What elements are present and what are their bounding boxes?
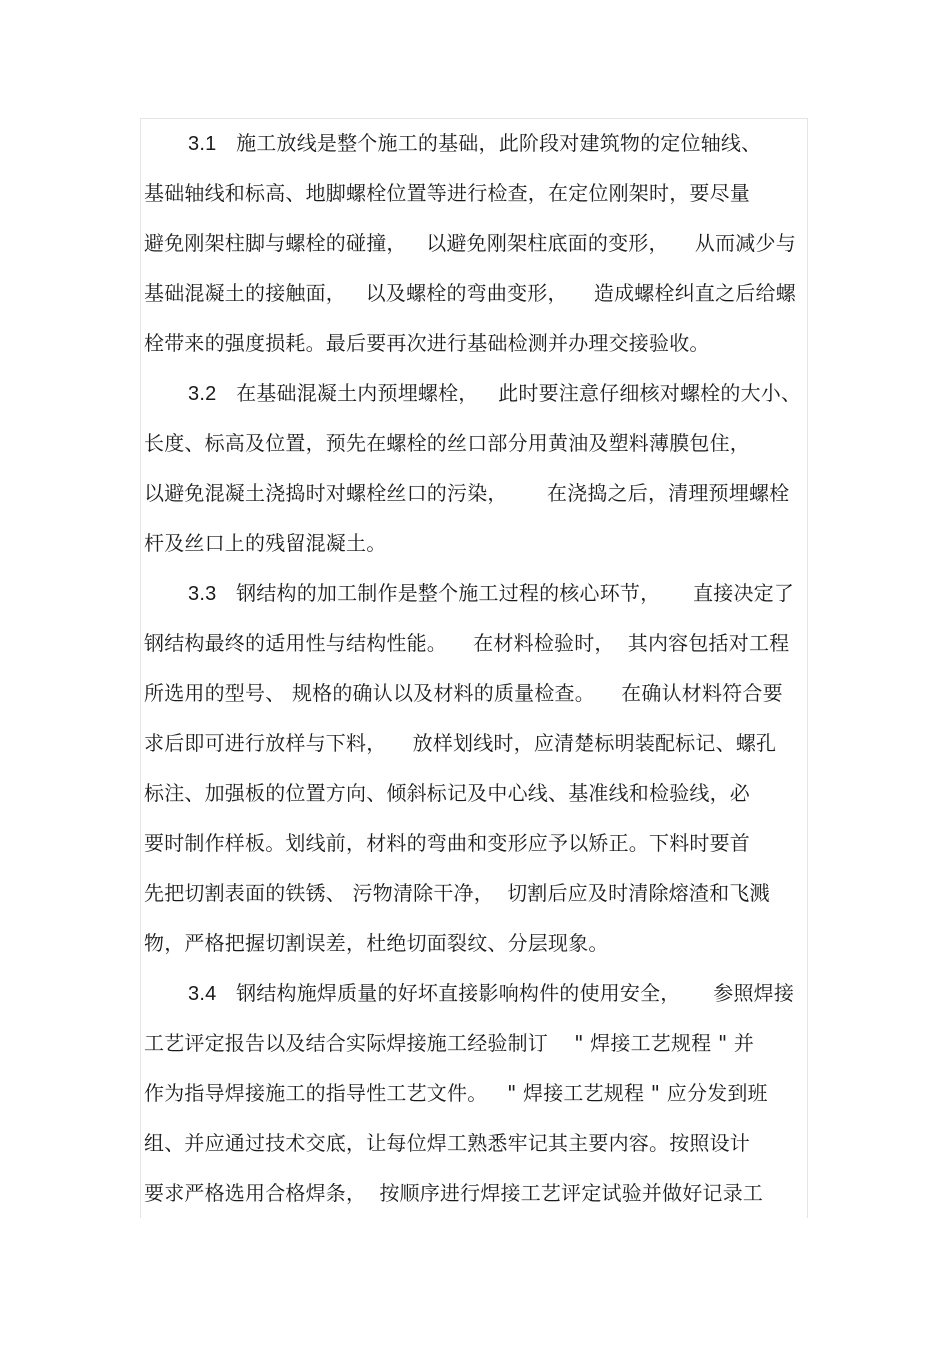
paragraph-3-2-line-2: 长度、标高及位置，预先在螺栓的丝口部分用黄油及塑料薄膜包住，: [144, 431, 750, 455]
paragraph-3-4-line-4: 组、并应通过技术交底，让每位焊工熟悉牢记其主要内容。按照设计: [144, 1131, 750, 1155]
paragraph-3-4-line-1: [188, 968, 794, 1018]
paragraph-text: 在基础混凝土内预埋螺栓， 此时要注意仔细核对螺栓的大小、: [236, 381, 802, 405]
paragraph-3-2-line-3: 以避免混凝土浇捣时对螺栓丝口的污染， 在浇捣之后，清理预埋螺栓: [144, 481, 790, 505]
paragraph-3-1-line-5: 栓带来的强度损耗。最后要再次进行基础检测并办理交接验收。: [144, 331, 710, 355]
paragraph-3-3-line-4: 求后即可进行放样与下料， 放样划线时，应清楚标明装配标记、螺孔: [144, 731, 777, 755]
paragraph-3-3-line-8: 物，严格把握切割误差，杜绝切面裂纹、分层现象。: [144, 931, 609, 955]
paragraph-3-2-line-1: [188, 368, 801, 418]
section-number: 3.1: [188, 133, 217, 155]
paragraph-3-4-line-5: 要求严格选用合格焊条， 按顺序进行焊接工艺评定试验并做好记录工: [144, 1181, 764, 1205]
paragraph-3-1-line-3: 避免刚架柱脚与螺栓的碰撞， 以避免刚架柱底面的变形， 从而减少与: [144, 231, 796, 255]
section-number: 3.2: [188, 383, 217, 405]
paragraph-3-3-line-7: 先把切割表面的铁锈、 污物清除干净， 切割后应及时清除熔渣和飞溅: [144, 881, 770, 905]
paragraph-text: 施工放线是整个施工的基础，此阶段对建筑物的定位轴线、: [236, 131, 762, 155]
paragraph-3-1-line-1: [188, 118, 761, 168]
paragraph-3-3-line-5: 标注、加强板的位置方向、倾斜标记及中心线、基准线和检验线，必: [144, 781, 750, 805]
paragraph-3-4-line-2: 工艺评定报告以及结合实际焊接施工经验制订 " 焊接工艺规程 " 并: [144, 1031, 755, 1055]
paragraph-text: 钢结构的加工制作是整个施工过程的核心环节， 直接决定了: [236, 581, 795, 605]
paragraph-3-4-line-3: 作为指导焊接施工的指导性工艺文件。 " 焊接工艺规程 " 应分发到班: [144, 1081, 768, 1105]
paragraph-3-1-line-4: 基础混凝土的接触面， 以及螺栓的弯曲变形， 造成螺栓纠直之后给螺: [144, 281, 796, 305]
section-number: 3.4: [188, 983, 217, 1005]
paragraph-3-1-line-2: 基础轴线和标高、地脚螺栓位置等进行检查，在定位刚架时，要尽量: [144, 181, 750, 205]
paragraph-3-3-line-2: 钢结构最终的适用性与结构性能。 在材料检验时， 其内容包括对工程: [144, 631, 790, 655]
paragraph-text: 钢结构施焊质量的好坏直接影响构件的使用安全， 参照焊接: [236, 981, 795, 1005]
section-number: 3.3: [188, 583, 217, 605]
paragraph-3-2-line-4: 杆及丝口上的残留混凝土。: [144, 531, 387, 555]
paragraph-3-3-line-1: [188, 568, 794, 618]
paragraph-3-3-line-3: 所选用的型号、 规格的确认以及材料的质量检查。 在确认材料符合要: [144, 681, 783, 705]
paragraph-3-3-line-6: 要时制作样板。划线前，材料的弯曲和变形应予以矫正。下料时要首: [144, 831, 750, 855]
